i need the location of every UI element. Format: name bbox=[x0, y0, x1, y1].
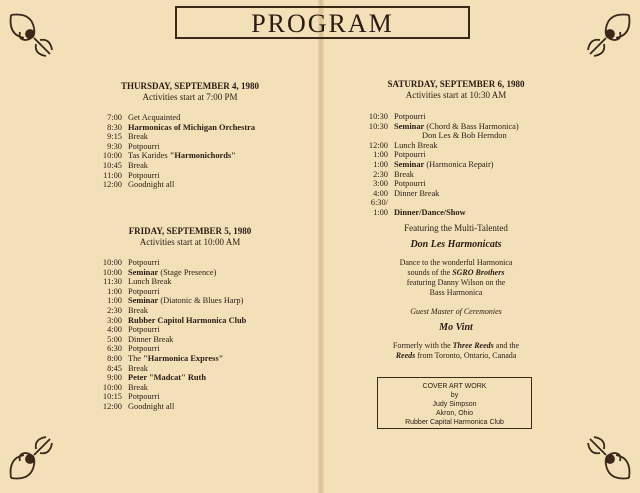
schedule-event: Don Les & Bob Herndon bbox=[422, 131, 507, 141]
title-box bbox=[175, 6, 470, 39]
friday-schedule bbox=[90, 258, 290, 412]
schedule-event: Potpourri bbox=[128, 325, 160, 335]
fleur-ornament-icon bbox=[6, 433, 56, 483]
schedule-row bbox=[90, 402, 290, 412]
schedule-time: 5:00 bbox=[107, 334, 122, 344]
schedule-event: The "Harmonica Express" bbox=[128, 353, 224, 363]
formerly-line-1: Formerly with the Three Reeds and the bbox=[392, 341, 520, 350]
schedule-event: Peter "Madcat" Ruth bbox=[128, 373, 206, 383]
schedule-time: 10:45 bbox=[102, 160, 122, 170]
schedule-row bbox=[356, 198, 556, 208]
center-fold bbox=[318, 0, 324, 493]
schedule-row bbox=[90, 161, 290, 171]
dance-line-3: featuring Danny Wilson on the bbox=[406, 278, 506, 287]
credit-line-5: Rubber Capital Harmonica Club bbox=[405, 419, 504, 426]
schedule-row bbox=[90, 258, 290, 268]
schedule-row bbox=[90, 151, 290, 161]
schedule-event: Dinner/Dance/Show bbox=[394, 207, 466, 217]
schedule-row bbox=[356, 112, 556, 122]
schedule-event: Seminar (Diatonic & Blues Harp) bbox=[128, 296, 244, 306]
guest-master-label: Guest Master of Ceremonies bbox=[410, 307, 502, 316]
thursday-section bbox=[90, 81, 290, 190]
schedule-event: Dinner Break bbox=[128, 334, 174, 344]
schedule-time: 2:30 bbox=[107, 305, 122, 315]
schedule-time: 10:00 bbox=[102, 151, 122, 161]
schedule-row bbox=[90, 325, 290, 335]
schedule-row bbox=[356, 208, 556, 218]
schedule-time: 1:00 bbox=[373, 207, 388, 217]
schedule-row bbox=[356, 170, 556, 180]
thursday-heading: THURSDAY, SEPTEMBER 4, 1980 bbox=[120, 81, 260, 91]
schedule-row bbox=[90, 392, 290, 402]
schedule-time: 12:00 bbox=[102, 180, 122, 190]
schedule-time: 12:00 bbox=[368, 140, 388, 150]
schedule-time: 6:30 bbox=[107, 344, 122, 354]
schedule-row bbox=[90, 132, 290, 142]
schedule-event bbox=[394, 198, 556, 208]
schedule-event: Potpourri bbox=[394, 150, 426, 160]
schedule-event: Seminar (Harmonica Repair) bbox=[394, 159, 494, 169]
schedule-time: 4:00 bbox=[373, 188, 388, 198]
saturday-schedule bbox=[356, 112, 556, 218]
schedule-row bbox=[356, 122, 556, 132]
thursday-schedule bbox=[90, 113, 290, 190]
schedule-time: 9:15 bbox=[107, 132, 122, 142]
schedule-time: 3:00 bbox=[107, 315, 122, 325]
featured-block bbox=[356, 222, 556, 361]
schedule-time: 11:00 bbox=[103, 170, 122, 180]
credit-line-4: Akron, Ohio bbox=[436, 410, 473, 417]
schedule-event: Lunch Break bbox=[128, 277, 172, 287]
schedule-row bbox=[90, 383, 290, 393]
page-title: PROGRAM bbox=[251, 9, 394, 38]
schedule-event: Potpourri bbox=[128, 170, 160, 180]
schedule-event: Potpourri bbox=[128, 141, 160, 151]
schedule-time: 10:30 bbox=[368, 121, 388, 131]
schedule-time: 10:00 bbox=[102, 382, 122, 392]
schedule-time bbox=[356, 131, 394, 141]
schedule-event: Dinner Break bbox=[394, 188, 440, 198]
schedule-event: Break bbox=[128, 382, 148, 392]
schedule-event: Seminar (Chord & Bass Harmonica) bbox=[394, 121, 519, 131]
schedule-event: Break bbox=[128, 132, 148, 142]
schedule-row bbox=[90, 335, 290, 345]
schedule-event: Break bbox=[128, 160, 148, 170]
schedule-row bbox=[356, 131, 556, 141]
saturday-start: Activities start at 10:30 AM bbox=[405, 90, 507, 100]
schedule-event: Break bbox=[394, 169, 414, 179]
schedule-row bbox=[90, 287, 290, 297]
featured-act: Don Les Harmonicats bbox=[410, 239, 502, 250]
schedule-row bbox=[90, 180, 290, 190]
schedule-event: Potpourri bbox=[128, 286, 160, 296]
credit-line-2: by bbox=[450, 392, 459, 399]
dance-line-2: sounds of the SGRO Brothers bbox=[407, 268, 505, 277]
schedule-time: 3:00 bbox=[373, 179, 388, 189]
credit-line-1: COVER ART WORK bbox=[422, 383, 487, 390]
thursday-start: Activities start at 7:00 PM bbox=[142, 92, 238, 102]
schedule-event: Tas Karides "Harmonichords" bbox=[128, 151, 236, 161]
dance-line-1: Dance to the wonderful Harmonica bbox=[399, 258, 513, 267]
schedule-event: Potpourri bbox=[394, 112, 426, 121]
schedule-row bbox=[356, 179, 556, 189]
schedule-event: Rubber Capitol Harmonica Club bbox=[128, 315, 247, 325]
schedule-row bbox=[356, 150, 556, 160]
schedule-time: 1:00 bbox=[373, 159, 388, 169]
schedule-event: Seminar (Stage Presence) bbox=[128, 267, 217, 277]
schedule-time: 10:15 bbox=[102, 392, 122, 402]
schedule-time: 4:00 bbox=[107, 325, 122, 335]
schedule-time: 10:00 bbox=[102, 267, 122, 277]
schedule-time: 12:00 bbox=[102, 401, 122, 411]
schedule-row bbox=[90, 113, 290, 123]
schedule-time: 9:00 bbox=[107, 373, 122, 383]
cover-art-credit bbox=[377, 377, 532, 429]
schedule-time: 7:00 bbox=[107, 113, 122, 122]
featuring-text: Featuring the Multi-Talented bbox=[404, 223, 508, 233]
friday-start: Activities start at 10:00 AM bbox=[139, 237, 241, 247]
schedule-row bbox=[90, 354, 290, 364]
schedule-event: Potpourri bbox=[394, 179, 426, 189]
schedule-time: 8:30 bbox=[107, 122, 122, 132]
schedule-time: 1:00 bbox=[107, 296, 122, 306]
schedule-event: Break bbox=[128, 305, 148, 315]
schedule-row bbox=[90, 296, 290, 306]
credit-line-3: Judy Simpson bbox=[432, 401, 477, 408]
schedule-time: 1:00 bbox=[107, 286, 122, 296]
fleur-ornament-icon bbox=[584, 433, 634, 483]
schedule-event: Goodnight all bbox=[128, 401, 175, 411]
formerly-line-2: Reeds from Toronto, Ontario, Canada bbox=[395, 351, 517, 360]
schedule-row bbox=[90, 123, 290, 133]
schedule-time: 8:00 bbox=[107, 353, 122, 363]
friday-section bbox=[90, 226, 290, 412]
schedule-row bbox=[90, 142, 290, 152]
schedule-row bbox=[90, 373, 290, 383]
schedule-event: Harmonicas of Michigan Orchestra bbox=[128, 122, 256, 132]
dance-line-4: Bass Harmonica bbox=[429, 288, 483, 297]
fleur-ornament-icon bbox=[6, 10, 56, 60]
schedule-event: Potpourri bbox=[128, 258, 160, 267]
schedule-event: Get Acquainted bbox=[128, 113, 181, 122]
schedule-time: 11:30 bbox=[103, 277, 122, 287]
schedule-row bbox=[90, 364, 290, 374]
schedule-row bbox=[90, 306, 290, 316]
mc-name: Mo Vint bbox=[439, 322, 473, 333]
schedule-event: Break bbox=[128, 363, 148, 373]
schedule-row bbox=[90, 268, 290, 278]
schedule-time: 2:30 bbox=[373, 169, 388, 179]
schedule-time: 9:30 bbox=[107, 141, 122, 151]
schedule-event: Goodnight all bbox=[128, 180, 175, 190]
friday-heading: FRIDAY, SEPTEMBER 5, 1980 bbox=[128, 226, 252, 236]
schedule-row bbox=[90, 171, 290, 181]
schedule-row bbox=[356, 160, 556, 170]
fleur-ornament-icon bbox=[584, 10, 634, 60]
schedule-event: Potpourri bbox=[128, 392, 160, 402]
schedule-row bbox=[90, 277, 290, 287]
saturday-section bbox=[356, 79, 556, 218]
schedule-row bbox=[90, 344, 290, 354]
schedule-row bbox=[90, 316, 290, 326]
schedule-event: Potpourri bbox=[128, 344, 160, 354]
schedule-time: 10:30 bbox=[368, 112, 388, 121]
schedule-time: 10:00 bbox=[102, 258, 122, 267]
saturday-heading: SATURDAY, SEPTEMBER 6, 1980 bbox=[387, 79, 525, 89]
schedule-time: 1:00 bbox=[373, 150, 388, 160]
schedule-row bbox=[356, 141, 556, 151]
schedule-time: 6:30/ bbox=[370, 198, 388, 208]
schedule-row bbox=[356, 189, 556, 199]
schedule-time: 8:45 bbox=[107, 363, 122, 373]
schedule-event: Lunch Break bbox=[394, 140, 438, 150]
